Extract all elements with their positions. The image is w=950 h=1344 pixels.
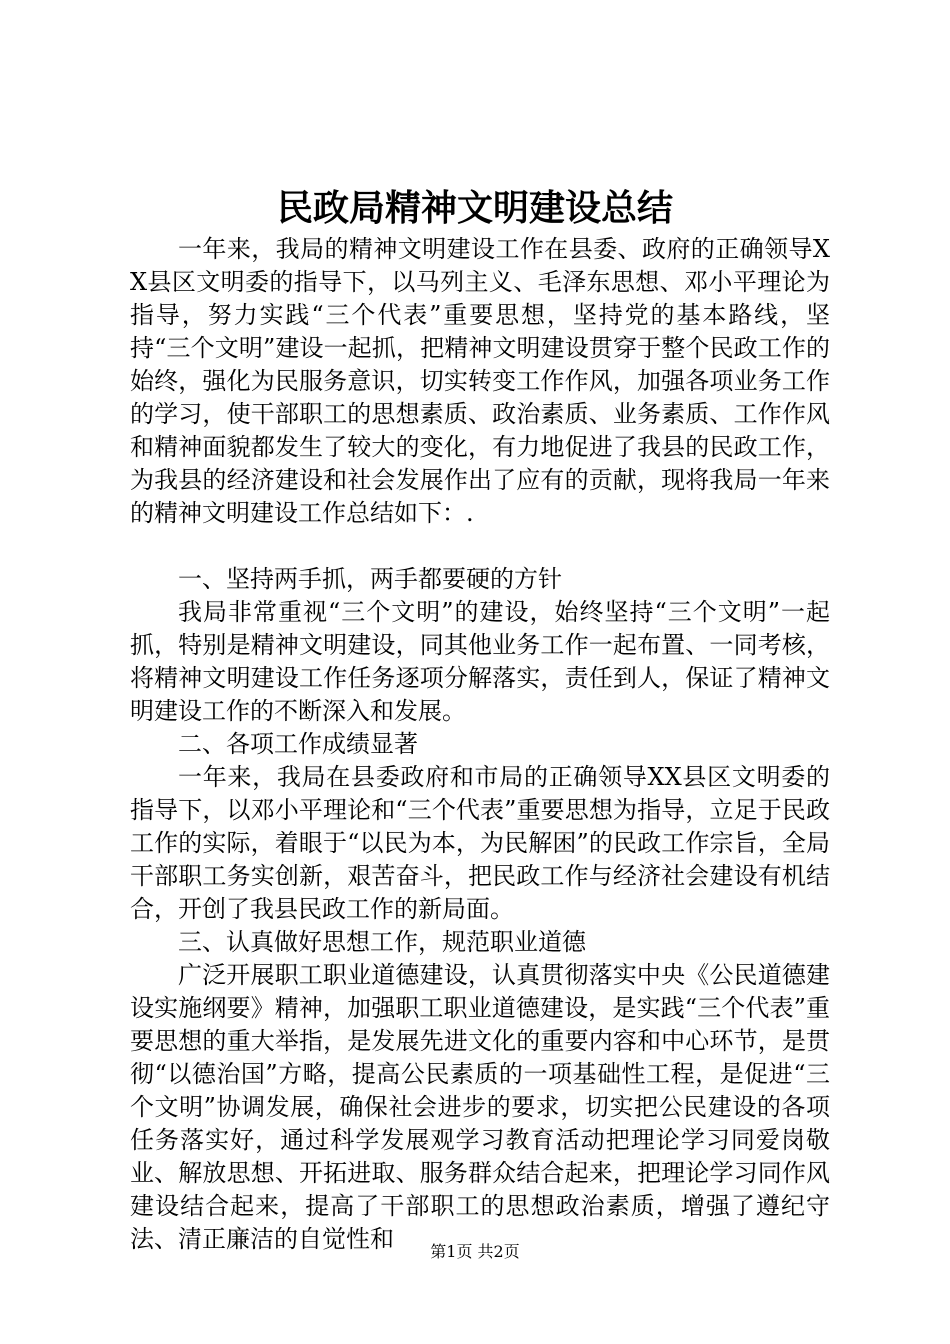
- document-body: [130, 233, 830, 1256]
- section-heading-3: 三、认真做好思想工作，规范职业道德: [178, 928, 586, 956]
- section-heading-2: 二、各项工作成绩显著: [178, 730, 418, 758]
- section-heading-1: 一、坚持两手抓，两手都要硬的方针: [178, 565, 562, 593]
- section-paragraph-1: 我局非常重视“三个文明”的建设，始终坚持“三个文明”一起抓，特别是精神文明建设，同其他业务工作一起布置、一同考核，将精神文明建设工作任务逐项分解落实，责任到人，保证了精神文明建设工作的不断深入和发展。: [130, 598, 830, 725]
- page-footer: 第1页 共2页: [430, 1242, 520, 1261]
- section-paragraph-2: 一年来，我局在县委政府和市局的正确领导XX县区文明委的指导下，以邓小平理论和“三个代表”重要思想为指导，立足于民政工作的实际，着眼于“以民为本，为民解困”的民政工作宗旨，全局干部职工务实创新，艰苦奋斗，把民政工作与经济社会建设有机结合，开创了我县民政工作的新局面。: [130, 763, 830, 923]
- section-paragraph-3: 广泛开展职工职业道德建设，认真贯彻落实中央《公民道德建设实施纲要》精神，加强职工职业道德建设，是实践“三个代表”重要思想的重大举指，是发展先进文化的重要内容和中心环节，是贯彻“以德治国”方略，提高公民素质的一项基础性工程，是促进“三个文明”协调发展，确保社会进步的要求，切实把公民建设的各项任务落实好，通过科学发展观学习教育活动把理论学习同爱岗敬业、解放思想、开拓进取、服务群众结合起来，把理论学习同作风建设结合起来，提高了干部职工的思想政治素质，增强了遵纪守法、清正廉洁的自觉性和: [130, 961, 830, 1253]
- document-title: 民政局精神文明建设总结: [276, 187, 673, 229]
- intro-paragraph: 一年来，我局的精神文明建设工作在县委、政府的正确领导XX县区文明委的指导下，以马列主义、毛泽东思想、邓小平理论为指导，努力实践“三个代表”重要思想，坚持党的基本路线，坚持“三个文明”建设一起抓，把精神文明建设贯穿于整个民政工作的始终，强化为民服务意识，切实转变工作作风，加强各项业务工作的学习，使干部职工的思想素质、政治素质、业务素质、工作作风和精神面貌都发生了较大的变化，有力地促进了我县的民政工作，为我县的经济建设和社会发展作出了应有的贡献，现将我局一年来的精神文明建设工作总结如下：.: [130, 235, 830, 527]
